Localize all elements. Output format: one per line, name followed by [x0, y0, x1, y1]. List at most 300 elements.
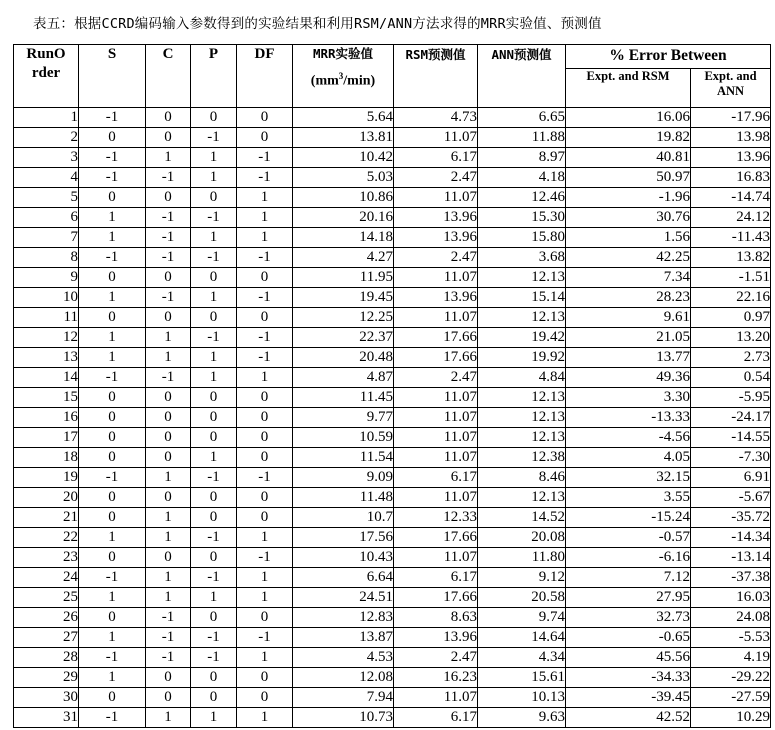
- cell-s: 0: [79, 488, 146, 508]
- cell-run-order: 25: [14, 588, 79, 608]
- header-error-between: % Error Between: [566, 45, 771, 69]
- cell-rsm-pred: 2.47: [394, 648, 478, 668]
- cell-run-order: 21: [14, 508, 79, 528]
- header-mrr-unit: [293, 63, 393, 91]
- cell-run-order: 31: [14, 708, 79, 728]
- cell-c: -1: [146, 368, 191, 388]
- cell-p: -1: [191, 648, 237, 668]
- cell-run-order: 20: [14, 488, 79, 508]
- cell-s: 1: [79, 348, 146, 368]
- cell-err-ann: -35.72: [691, 508, 771, 528]
- cell-s: 1: [79, 528, 146, 548]
- cell-c: 0: [146, 428, 191, 448]
- cell-df: 0: [237, 308, 293, 328]
- cell-mrr-expt: 10.59: [293, 428, 394, 448]
- cell-err-rsm: 32.15: [566, 468, 691, 488]
- cell-ann-pred: 19.42: [478, 328, 566, 348]
- cell-df: -1: [237, 168, 293, 188]
- cell-rsm-pred: 17.66: [394, 348, 478, 368]
- cell-s: 1: [79, 328, 146, 348]
- cell-err-rsm: 32.73: [566, 608, 691, 628]
- cell-run-order: 8: [14, 248, 79, 268]
- cell-c: 0: [146, 108, 191, 128]
- cell-err-ann: -5.53: [691, 628, 771, 648]
- cell-err-rsm: 13.77: [566, 348, 691, 368]
- table-row: [14, 388, 771, 408]
- cell-rsm-pred: 17.66: [394, 328, 478, 348]
- cell-ann-pred: 15.30: [478, 208, 566, 228]
- header-mrr-expt: [293, 45, 394, 108]
- cell-ann-pred: 11.88: [478, 128, 566, 148]
- cell-run-order: 22: [14, 528, 79, 548]
- cell-c: 0: [146, 688, 191, 708]
- mrr-unit-sup: 3: [338, 71, 344, 81]
- cell-s: -1: [79, 708, 146, 728]
- cell-df: 1: [237, 648, 293, 668]
- cell-mrr-expt: 10.43: [293, 548, 394, 568]
- cell-df: 0: [237, 448, 293, 468]
- cell-run-order: 15: [14, 388, 79, 408]
- cell-mrr-expt: 12.83: [293, 608, 394, 628]
- cell-run-order: 3: [14, 148, 79, 168]
- cell-c: 0: [146, 668, 191, 688]
- cell-err-ann: 4.19: [691, 648, 771, 668]
- cell-err-ann: -5.95: [691, 388, 771, 408]
- cell-ann-pred: 12.13: [478, 408, 566, 428]
- cell-p: 1: [191, 148, 237, 168]
- cell-df: 1: [237, 528, 293, 548]
- cell-rsm-pred: 6.17: [394, 468, 478, 488]
- cell-err-ann: 13.96: [691, 148, 771, 168]
- cell-df: 1: [237, 368, 293, 388]
- cell-df: -1: [237, 148, 293, 168]
- cell-err-rsm: -1.96: [566, 188, 691, 208]
- cell-ann-pred: 9.63: [478, 708, 566, 728]
- cell-ann-pred: 20.08: [478, 528, 566, 548]
- cell-df: 1: [237, 188, 293, 208]
- header-ann-pred: ANN预测值: [478, 45, 566, 108]
- table-caption: 表五：根据CCRD编码输入参数得到的实验结果和利用RSM/ANN方法求得的MRR实验值、预测值: [33, 16, 602, 32]
- cell-mrr-expt: 14.18: [293, 228, 394, 248]
- table-row: [14, 528, 771, 548]
- cell-err-rsm: 45.56: [566, 648, 691, 668]
- table-row: [14, 348, 771, 368]
- cell-err-rsm: -4.56: [566, 428, 691, 448]
- cell-df: -1: [237, 548, 293, 568]
- cell-rsm-pred: 11.07: [394, 448, 478, 468]
- cell-ann-pred: 4.18: [478, 168, 566, 188]
- cell-ann-pred: 14.64: [478, 628, 566, 648]
- cell-df: -1: [237, 328, 293, 348]
- cell-c: -1: [146, 608, 191, 628]
- cell-err-ann: 16.83: [691, 168, 771, 188]
- cell-ann-pred: 8.46: [478, 468, 566, 488]
- cell-run-order: 23: [14, 548, 79, 568]
- cell-rsm-pred: 17.66: [394, 528, 478, 548]
- cell-p: 0: [191, 188, 237, 208]
- cell-run-order: 24: [14, 568, 79, 588]
- cell-err-ann: -7.30: [691, 448, 771, 468]
- cell-p: 1: [191, 588, 237, 608]
- cell-df: 0: [237, 388, 293, 408]
- cell-c: 0: [146, 488, 191, 508]
- cell-p: 0: [191, 488, 237, 508]
- cell-rsm-pred: 8.63: [394, 608, 478, 628]
- cell-mrr-expt: 10.42: [293, 148, 394, 168]
- table-row: [14, 608, 771, 628]
- cell-err-ann: 22.16: [691, 288, 771, 308]
- cell-p: 0: [191, 508, 237, 528]
- cell-err-rsm: 7.34: [566, 268, 691, 288]
- cell-c: 0: [146, 388, 191, 408]
- cell-rsm-pred: 11.07: [394, 188, 478, 208]
- cell-ann-pred: 12.38: [478, 448, 566, 468]
- cell-df: 0: [237, 488, 293, 508]
- cell-df: 0: [237, 428, 293, 448]
- cell-ann-pred: 12.13: [478, 268, 566, 288]
- cell-s: 1: [79, 228, 146, 248]
- cell-err-ann: 24.12: [691, 208, 771, 228]
- cell-s: -1: [79, 108, 146, 128]
- cell-rsm-pred: 6.17: [394, 708, 478, 728]
- cell-s: 0: [79, 508, 146, 528]
- cell-ann-pred: 10.13: [478, 688, 566, 708]
- cell-ann-pred: 8.97: [478, 148, 566, 168]
- cell-err-ann: -5.67: [691, 488, 771, 508]
- cell-err-ann: 10.29: [691, 708, 771, 728]
- cell-err-ann: 2.73: [691, 348, 771, 368]
- cell-mrr-expt: 10.73: [293, 708, 394, 728]
- cell-df: -1: [237, 468, 293, 488]
- cell-rsm-pred: 11.07: [394, 688, 478, 708]
- cell-s: -1: [79, 368, 146, 388]
- cell-run-order: 10: [14, 288, 79, 308]
- header-err-ann-label: Expt. and ANN: [704, 69, 757, 98]
- table-body: [14, 108, 771, 728]
- cell-p: -1: [191, 468, 237, 488]
- cell-df: 1: [237, 568, 293, 588]
- cell-err-ann: -17.96: [691, 108, 771, 128]
- cell-ann-pred: 12.13: [478, 388, 566, 408]
- cell-s: 1: [79, 288, 146, 308]
- cell-s: 1: [79, 588, 146, 608]
- cell-rsm-pred: 13.96: [394, 288, 478, 308]
- cell-err-rsm: 9.61: [566, 308, 691, 328]
- cell-err-rsm: 42.25: [566, 248, 691, 268]
- cell-p: 1: [191, 708, 237, 728]
- cell-err-rsm: 30.76: [566, 208, 691, 228]
- cell-s: -1: [79, 168, 146, 188]
- cell-s: 1: [79, 668, 146, 688]
- cell-c: 1: [146, 328, 191, 348]
- results-table: [13, 44, 771, 728]
- table-row: [14, 208, 771, 228]
- cell-run-order: 13: [14, 348, 79, 368]
- cell-p: 1: [191, 368, 237, 388]
- cell-mrr-expt: 20.48: [293, 348, 394, 368]
- cell-rsm-pred: 6.17: [394, 568, 478, 588]
- cell-p: 0: [191, 668, 237, 688]
- header-run-order: [14, 45, 79, 108]
- cell-err-rsm: 4.05: [566, 448, 691, 468]
- cell-err-ann: -29.22: [691, 668, 771, 688]
- cell-err-ann: -14.74: [691, 188, 771, 208]
- cell-c: 0: [146, 548, 191, 568]
- cell-run-order: 12: [14, 328, 79, 348]
- cell-run-order: 6: [14, 208, 79, 228]
- cell-c: -1: [146, 288, 191, 308]
- cell-mrr-expt: 9.09: [293, 468, 394, 488]
- cell-ann-pred: 15.61: [478, 668, 566, 688]
- cell-p: 0: [191, 308, 237, 328]
- table-row: [14, 148, 771, 168]
- cell-err-ann: 24.08: [691, 608, 771, 628]
- header-err-rsm: Expt. and RSM: [566, 69, 691, 108]
- cell-run-order: 26: [14, 608, 79, 628]
- cell-c: 1: [146, 528, 191, 548]
- cell-err-ann: 0.54: [691, 368, 771, 388]
- cell-err-ann: 13.98: [691, 128, 771, 148]
- cell-err-ann: 6.91: [691, 468, 771, 488]
- cell-mrr-expt: 9.77: [293, 408, 394, 428]
- cell-p: -1: [191, 128, 237, 148]
- cell-err-ann: 16.03: [691, 588, 771, 608]
- cell-mrr-expt: 11.45: [293, 388, 394, 408]
- cell-p: 1: [191, 288, 237, 308]
- table-row: [14, 508, 771, 528]
- cell-rsm-pred: 11.07: [394, 388, 478, 408]
- cell-c: 1: [146, 508, 191, 528]
- header-df: DF: [237, 45, 293, 108]
- cell-p: -1: [191, 568, 237, 588]
- cell-run-order: 30: [14, 688, 79, 708]
- cell-s: 1: [79, 628, 146, 648]
- cell-rsm-pred: 4.73: [394, 108, 478, 128]
- cell-rsm-pred: 2.47: [394, 168, 478, 188]
- cell-rsm-pred: 13.96: [394, 228, 478, 248]
- cell-p: -1: [191, 328, 237, 348]
- cell-ann-pred: 12.13: [478, 488, 566, 508]
- cell-mrr-expt: 10.7: [293, 508, 394, 528]
- cell-err-rsm: 7.12: [566, 568, 691, 588]
- table-row: [14, 488, 771, 508]
- cell-ann-pred: 15.80: [478, 228, 566, 248]
- cell-rsm-pred: 11.07: [394, 268, 478, 288]
- cell-mrr-expt: 11.95: [293, 268, 394, 288]
- cell-mrr-expt: 12.08: [293, 668, 394, 688]
- cell-s: 0: [79, 448, 146, 468]
- table-row: [14, 468, 771, 488]
- cell-c: -1: [146, 648, 191, 668]
- cell-rsm-pred: 11.07: [394, 548, 478, 568]
- cell-s: -1: [79, 148, 146, 168]
- table-row: [14, 228, 771, 248]
- cell-p: 0: [191, 108, 237, 128]
- cell-err-ann: 0.97: [691, 308, 771, 328]
- mrr-unit-tail: /min): [343, 73, 376, 89]
- table-row: [14, 368, 771, 388]
- cell-s: -1: [79, 248, 146, 268]
- cell-p: 0: [191, 428, 237, 448]
- cell-mrr-expt: 6.64: [293, 568, 394, 588]
- table-row: [14, 668, 771, 688]
- cell-c: 1: [146, 148, 191, 168]
- cell-s: 0: [79, 688, 146, 708]
- cell-err-rsm: 42.52: [566, 708, 691, 728]
- cell-p: 1: [191, 348, 237, 368]
- header-s: S: [79, 45, 146, 108]
- cell-err-rsm: 50.97: [566, 168, 691, 188]
- cell-run-order: 29: [14, 668, 79, 688]
- cell-err-rsm: -6.16: [566, 548, 691, 568]
- cell-rsm-pred: 11.07: [394, 428, 478, 448]
- cell-rsm-pred: 11.07: [394, 488, 478, 508]
- cell-df: 1: [237, 588, 293, 608]
- cell-df: -1: [237, 348, 293, 368]
- cell-err-ann: -13.14: [691, 548, 771, 568]
- table-row: [14, 408, 771, 428]
- cell-mrr-expt: 11.48: [293, 488, 394, 508]
- cell-c: 1: [146, 468, 191, 488]
- cell-rsm-pred: 17.66: [394, 588, 478, 608]
- cell-s: 0: [79, 388, 146, 408]
- cell-run-order: 9: [14, 268, 79, 288]
- cell-err-rsm: 21.05: [566, 328, 691, 348]
- cell-err-rsm: -15.24: [566, 508, 691, 528]
- cell-ann-pred: 9.74: [478, 608, 566, 628]
- cell-err-rsm: 1.56: [566, 228, 691, 248]
- cell-err-ann: 13.20: [691, 328, 771, 348]
- cell-df: 0: [237, 128, 293, 148]
- cell-p: 0: [191, 688, 237, 708]
- cell-err-rsm: -0.57: [566, 528, 691, 548]
- cell-rsm-pred: 2.47: [394, 368, 478, 388]
- cell-err-ann: -14.55: [691, 428, 771, 448]
- cell-c: 1: [146, 708, 191, 728]
- table-row: [14, 168, 771, 188]
- cell-mrr-expt: 4.53: [293, 648, 394, 668]
- cell-p: -1: [191, 628, 237, 648]
- cell-run-order: 1: [14, 108, 79, 128]
- cell-df: 1: [237, 208, 293, 228]
- cell-df: -1: [237, 628, 293, 648]
- cell-run-order: 17: [14, 428, 79, 448]
- cell-s: 0: [79, 268, 146, 288]
- header-run-order-label: RunOrder: [26, 46, 66, 81]
- cell-df: 0: [237, 508, 293, 528]
- table-row: [14, 288, 771, 308]
- cell-err-rsm: -13.33: [566, 408, 691, 428]
- cell-c: -1: [146, 168, 191, 188]
- cell-run-order: 28: [14, 648, 79, 668]
- cell-p: 1: [191, 168, 237, 188]
- cell-err-rsm: 28.23: [566, 288, 691, 308]
- cell-mrr-expt: 5.64: [293, 108, 394, 128]
- cell-ann-pred: 14.52: [478, 508, 566, 528]
- cell-err-ann: 13.82: [691, 248, 771, 268]
- cell-rsm-pred: 6.17: [394, 148, 478, 168]
- cell-df: 0: [237, 268, 293, 288]
- cell-mrr-expt: 13.87: [293, 628, 394, 648]
- cell-s: 1: [79, 208, 146, 228]
- cell-ann-pred: 9.12: [478, 568, 566, 588]
- cell-err-ann: -11.43: [691, 228, 771, 248]
- cell-df: 0: [237, 608, 293, 628]
- cell-ann-pred: 3.68: [478, 248, 566, 268]
- cell-err-ann: -27.59: [691, 688, 771, 708]
- cell-run-order: 11: [14, 308, 79, 328]
- header-rsm-pred: RSM预测值: [394, 45, 478, 108]
- cell-mrr-expt: 10.86: [293, 188, 394, 208]
- cell-c: 1: [146, 568, 191, 588]
- table-row: [14, 648, 771, 668]
- cell-df: 0: [237, 108, 293, 128]
- cell-run-order: 16: [14, 408, 79, 428]
- cell-mrr-expt: 4.87: [293, 368, 394, 388]
- cell-mrr-expt: 20.16: [293, 208, 394, 228]
- cell-s: 0: [79, 428, 146, 448]
- cell-ann-pred: 12.46: [478, 188, 566, 208]
- cell-c: 0: [146, 408, 191, 428]
- cell-s: 0: [79, 308, 146, 328]
- cell-ann-pred: 11.80: [478, 548, 566, 568]
- cell-ann-pred: 19.92: [478, 348, 566, 368]
- cell-c: 0: [146, 188, 191, 208]
- cell-p: 0: [191, 268, 237, 288]
- cell-mrr-expt: 4.27: [293, 248, 394, 268]
- cell-s: 0: [79, 608, 146, 628]
- cell-s: -1: [79, 468, 146, 488]
- cell-df: 1: [237, 228, 293, 248]
- table-row: [14, 708, 771, 728]
- table-row: [14, 188, 771, 208]
- cell-err-rsm: 40.81: [566, 148, 691, 168]
- cell-p: 0: [191, 408, 237, 428]
- cell-mrr-expt: 11.54: [293, 448, 394, 468]
- mrr-unit-base: (mm: [310, 73, 339, 89]
- cell-p: 1: [191, 228, 237, 248]
- table-row: [14, 128, 771, 148]
- cell-p: -1: [191, 248, 237, 268]
- table-row: [14, 448, 771, 468]
- cell-run-order: 4: [14, 168, 79, 188]
- cell-err-rsm: 3.30: [566, 388, 691, 408]
- cell-mrr-expt: 7.94: [293, 688, 394, 708]
- cell-ann-pred: 15.14: [478, 288, 566, 308]
- cell-df: 0: [237, 688, 293, 708]
- cell-s: 0: [79, 408, 146, 428]
- cell-s: -1: [79, 568, 146, 588]
- cell-mrr-expt: 13.81: [293, 128, 394, 148]
- cell-err-ann: -37.38: [691, 568, 771, 588]
- cell-c: -1: [146, 248, 191, 268]
- cell-p: -1: [191, 528, 237, 548]
- table-row: [14, 308, 771, 328]
- cell-err-rsm: -39.45: [566, 688, 691, 708]
- cell-err-rsm: 19.82: [566, 128, 691, 148]
- cell-rsm-pred: 11.07: [394, 308, 478, 328]
- cell-run-order: 2: [14, 128, 79, 148]
- table-row: [14, 328, 771, 348]
- cell-c: 0: [146, 448, 191, 468]
- cell-err-ann: -14.34: [691, 528, 771, 548]
- cell-rsm-pred: 13.96: [394, 628, 478, 648]
- cell-mrr-expt: 22.37: [293, 328, 394, 348]
- table-row: [14, 428, 771, 448]
- cell-ann-pred: 12.13: [478, 308, 566, 328]
- cell-err-rsm: -34.33: [566, 668, 691, 688]
- cell-rsm-pred: 12.33: [394, 508, 478, 528]
